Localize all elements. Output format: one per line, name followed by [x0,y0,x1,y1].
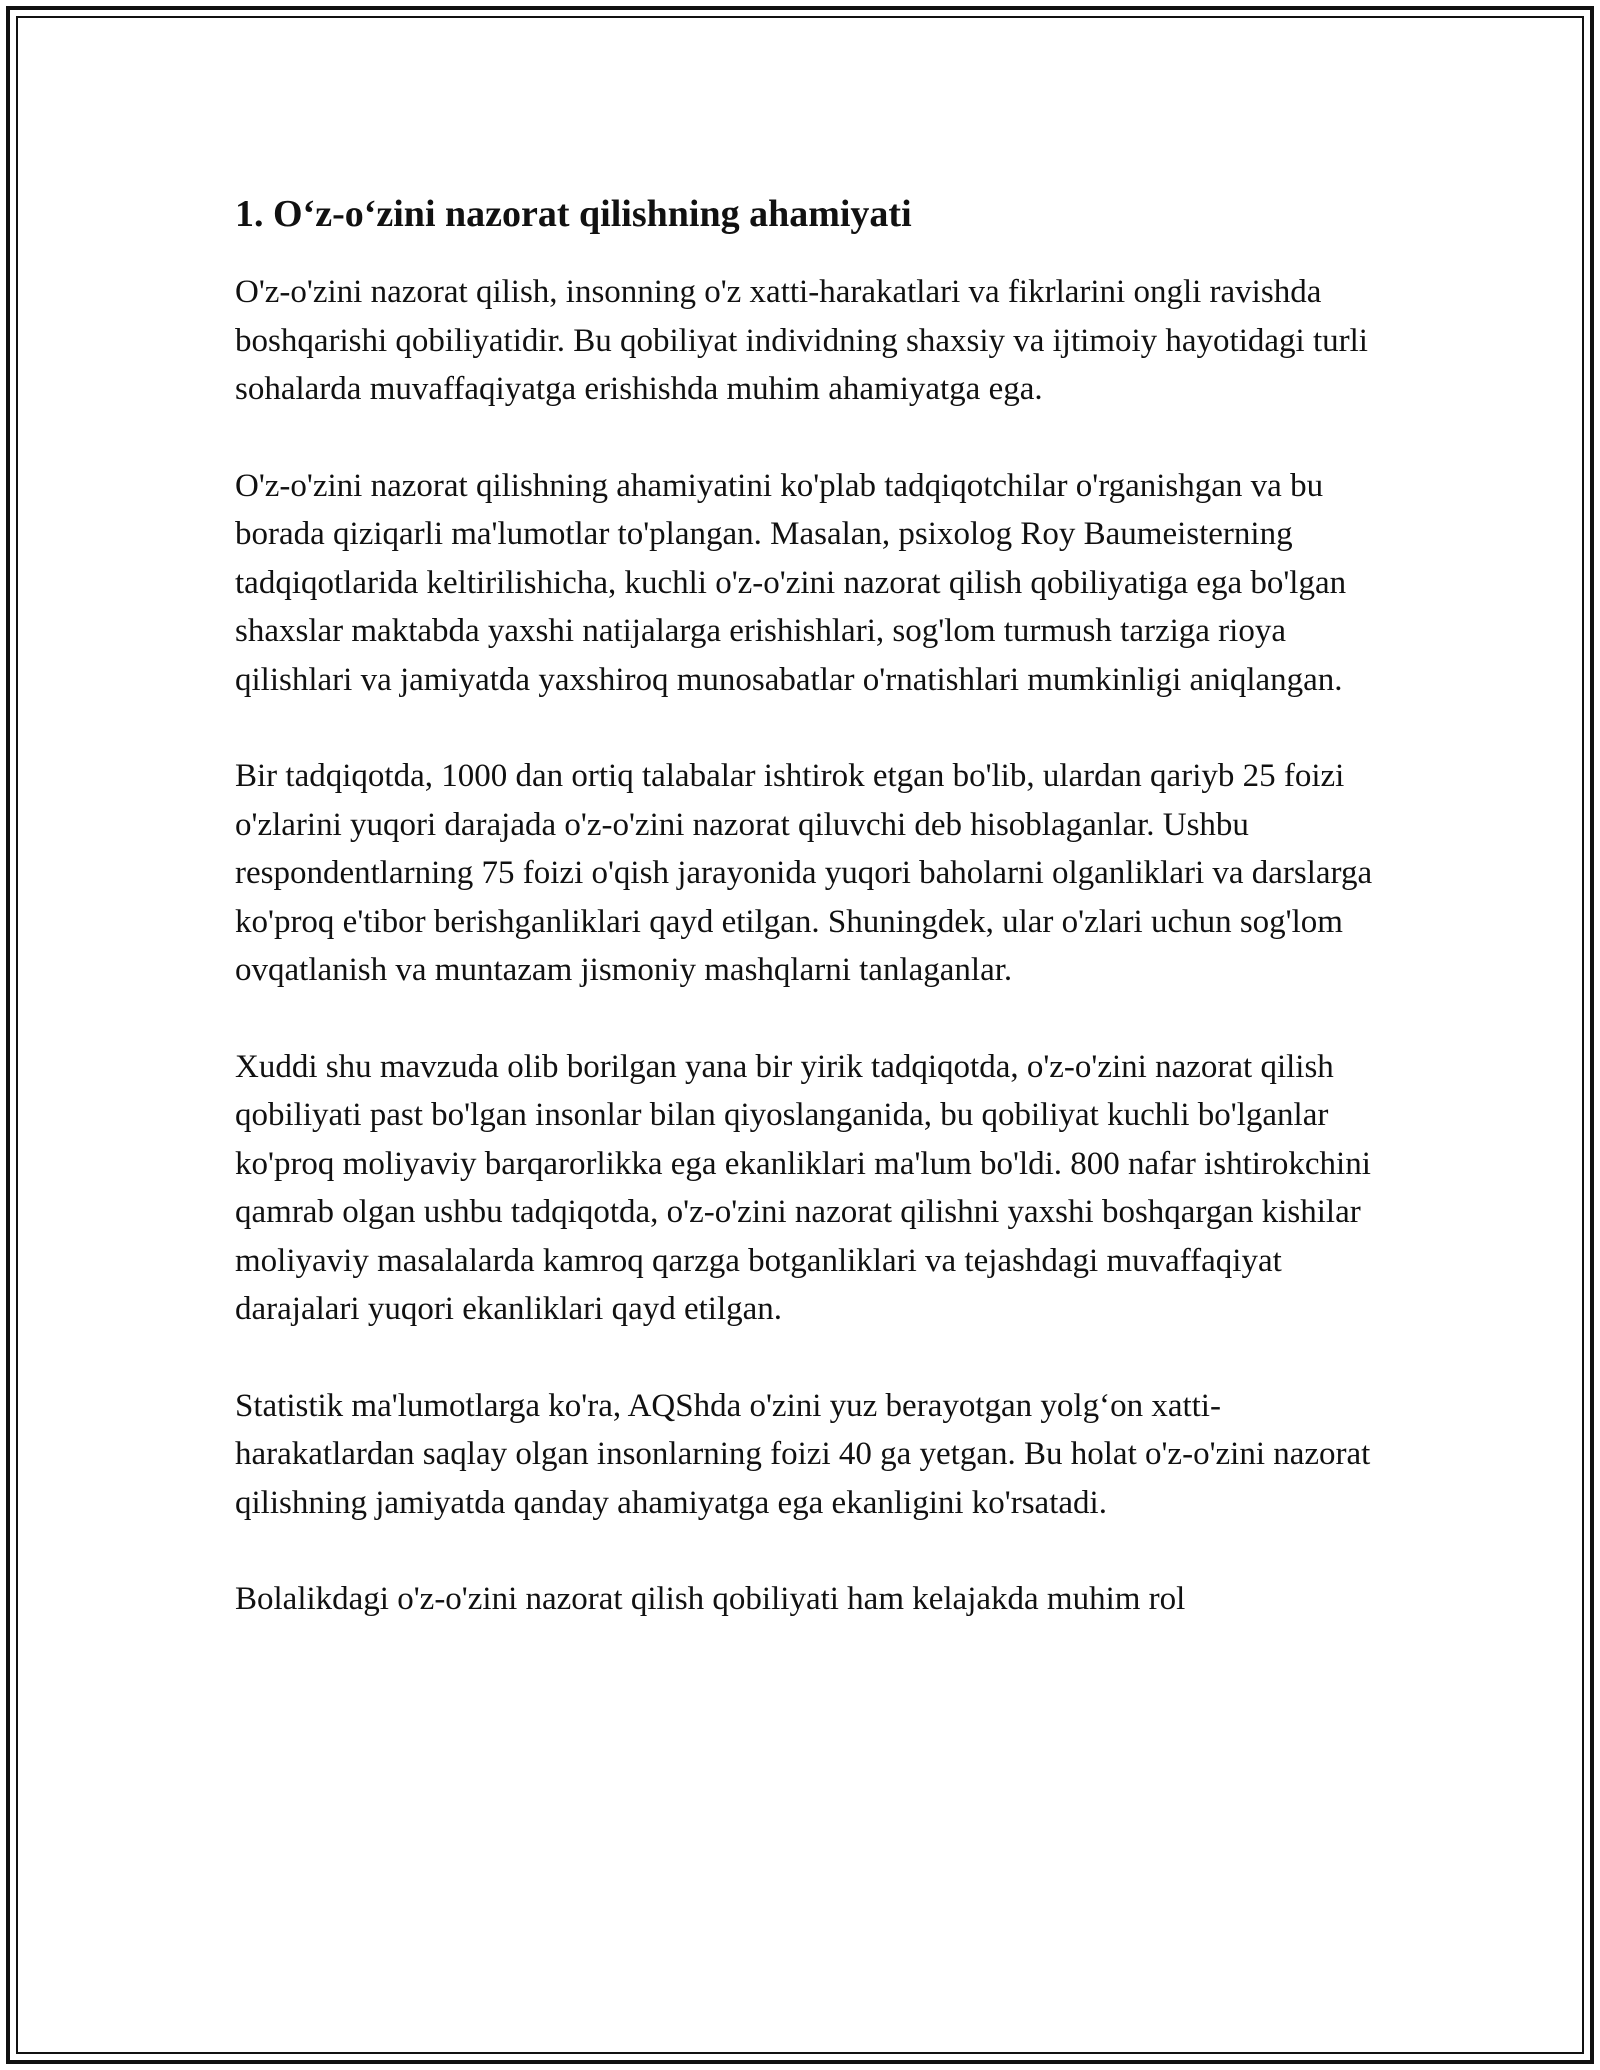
section-heading: 1. O‘z-o‘zini nazorat qilishning ahamiyati [235,193,912,235]
paragraph-1: O'z-o'zini nazorat qilish, insonning o'z xatti-harakatlari va fikrlarini ongli ravishda boshqarishi qobiliyatidir. Bu qobiliyat individning shaxsiy va ijtimoiy hayotidagi turli sohalarda muvaffaqiyatga erishishda muhim ahamiyatga ega. [235,274,1368,407]
paragraph-5: Statistik ma'lumotlarga ko'ra, AQShda o'zini yuz berayotgan yolg‘on xatti-harakatlardan saqlay olgan insonlarning foizi 40 ga yetgan. Bu holat o'z-o'zini nazorat qilishning jamiyatda qanday ahamiyatga ega ekanligini ko'rsatadi. [235,1387,1371,1521]
paragraph-4: Xuddi shu mavzuda olib borilgan yana bir yirik tadqiqotda, o'z-o'zini nazorat qilish qobiliyati past bo'lgan insonlar bilan qiyoslanganida, bu qobiliyat kuchli bo'lganlar ko'proq moliyaviy barqarorlikka ega ekanliklari ma'lum bo'ldi. 800 nafar ishtirokchini qamrab olgan ushbu tadqiqotda, o'z-o'zini nazorat qilishni yaxshi boshqargan kishilar moliyaviy masalalarda kamroq qarzga botganliklari va tejashdagi muvaffaqiyat darajalari yuqori ekanliklari qayd etilgan. [235,1048,1371,1327]
paragraph-6: Bolalikdagi o'z-o'zini nazorat qilish qobiliyati ham kelajakda muhim rol [235,1581,1186,1617]
document-body [235,186,1375,1672]
paragraph-2: O'z-o'zini nazorat qilishning ahamiyatini ko'plab tadqiqotchilar o'rganishgan va bu borada qiziqarli ma'lumotlar to'plangan. Masalan, psixolog Roy Baumeisterning tadqiqotlarida keltirilishicha, kuchli o'z-o'zini nazorat qilish qobiliyatiga ega bo'lgan shaxslar maktabda yaxshi natijalarga erishishlari, sog'lom turmush tarziga rioya qilishlari va jamiyatda yaxshiroq munosabatlar o'rnatishlari mumkinligi aniqlangan. [235,467,1347,698]
paragraph-3: Bir tadqiqotda, 1000 dan ortiq talabalar ishtirok etgan bo'lib, ulardan qariyb 25 foizi o'zlarini yuqori darajada o'z-o'zini nazorat qiluvchi deb hisoblaganlar. Ushbu respondentlarning 75 foizi o'qish jarayonida yuqori baholarni olganliklari va darslarga ko'proq e'tibor berishganliklari qayd etilgan. Shuningdek, ular o'zlari uchun sog'lom ovqatlanish va muntazam jismoniy mashqlarni tanlaganlar. [235,758,1373,988]
